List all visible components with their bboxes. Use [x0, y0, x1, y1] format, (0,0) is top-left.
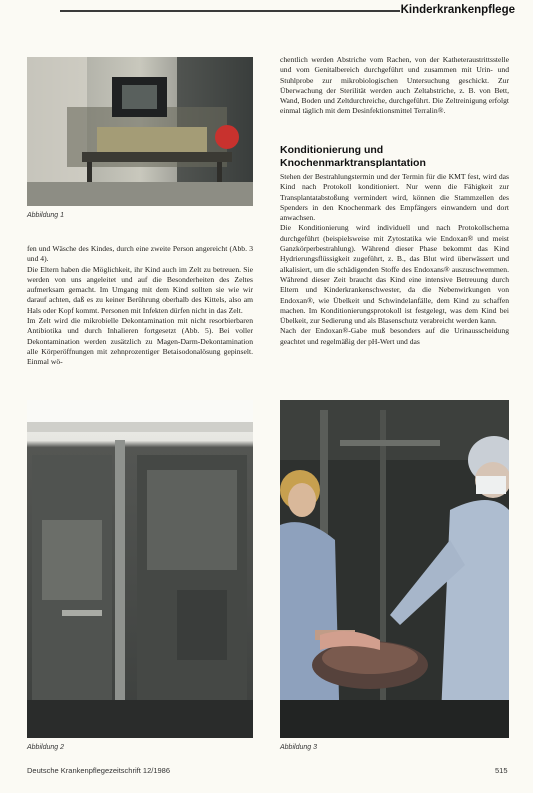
running-header [0, 0, 533, 26]
figure-1-caption: Abbildung 1 [27, 212, 64, 219]
figure-3-photo [280, 400, 509, 738]
header-title: Kinderkrankenpflege [400, 4, 515, 16]
right-paragraph-3: Nach der Endoxan®-Gabe muß besonders auf die Urinausscheidung geachtet und regelmäßig der pH-Wert und das [280, 326, 509, 346]
figure-2-caption: Abbildung 2 [27, 744, 64, 751]
left-text-column [27, 244, 253, 368]
figure-1-photo [27, 57, 253, 206]
right-intro-text: chentlich werden Abstriche vom Rachen, von der Katheteraustrittsstelle und vom Genitalbereich durchgeführt und zusammen mit Urin- und Stuhlprobe zur mikrobiologischen Untersuchung geschickt. Zur Überwachung der Sterilität werden auch Zeltabstriche, z. B. von Bett, Wand, Boden und Zeltdurchreiche, durchgeführt. Die Zeltreinigung erfolgt einmal täglich mit dem Desinfektionsmittel Terralin®. [280, 55, 509, 116]
footer-journal: Deutsche Krankenpflegezeitschrift 12/1986 [27, 766, 171, 775]
figure-3-image [280, 400, 509, 738]
figure-3-caption: Abbildung 3 [280, 744, 317, 751]
right-paragraph-2: Die Konditionierung wird individuell und nach Protokollschema durchgeführt (beispielsweise mit Zytostatika wie Endoxan® und meist Ganzkörperbestrahlung). Während dieser Phase bekommt das Kind Hydrierungsflüssigkeit zugeführt, z. B., das Blut wird überwässert und alkalisiert, um die schädigenden Stoffe des Endoxans® auszuschwemmen. Während dieser Zeit braucht das Kind eine intensive Betreuung durch Eltern und Kinderkrankenschwester, da die Nebenwirkungen von Endoxan®, wie Übelkeit und Schwindelanfälle, dem Kind zu schaffen machen. Im Konditionierungsprotokoll ist festgelegt, was dem Kind bei Übelkeit, zur Sedierung und als Blasenschutz verabreicht werden kann. [280, 223, 509, 326]
figure-2-image [27, 400, 253, 738]
figure-2-photo [27, 400, 253, 738]
right-paragraph-1: Stehen der Bestrahlungstermin und der Termin für die KMT fest, wird das Kind nach Protokoll konditioniert. Nur wenn die Fähigkeit zur Transplantatabstoßung vermindert wird, können die Stammzellen des Spenders in den Knochenmark des Empfängers einwandern und dort anwachsen. [280, 172, 509, 223]
figure-1-image [27, 57, 253, 206]
left-paragraph-2: Die Eltern haben die Möglichkeit, ihr Kind auch im Zelt zu betreuen. Sie werden von uns angeleitet und auf die Besonderheiten des Zeltes aufmerksam gemacht. Im Umgang mit dem Kind sollten sie wie wir darauf achten, daß es zu keiner Berührung oberhalb des Kittels, also am Hals oder Kopf kommt. Personen mit Infekten dürfen nicht in das Zelt. [27, 264, 253, 315]
header-rule [60, 10, 400, 12]
right-text-column [280, 172, 509, 347]
page-number: 515 [495, 766, 508, 775]
section-heading: Konditionierung und Knochenmarktransplantation [280, 144, 426, 169]
left-paragraph-3: Im Zelt wird die mikrobielle Dekontamination mit nicht resorbierbaren Antibiotika und durch Inhalieren fortgesetzt (Abb. 5). Bei voller Dekontamination werden zusätzlich zu Magen-Darm-Dekontamination alle Körperöffnungen mit zehnprozentiger Betaisodonalösung gepinselt. Einmal wö- [27, 316, 253, 367]
left-paragraph-1: fen und Wäsche des Kindes, durch eine zweite Person angereicht (Abb. 3 und 4). [27, 244, 253, 264]
